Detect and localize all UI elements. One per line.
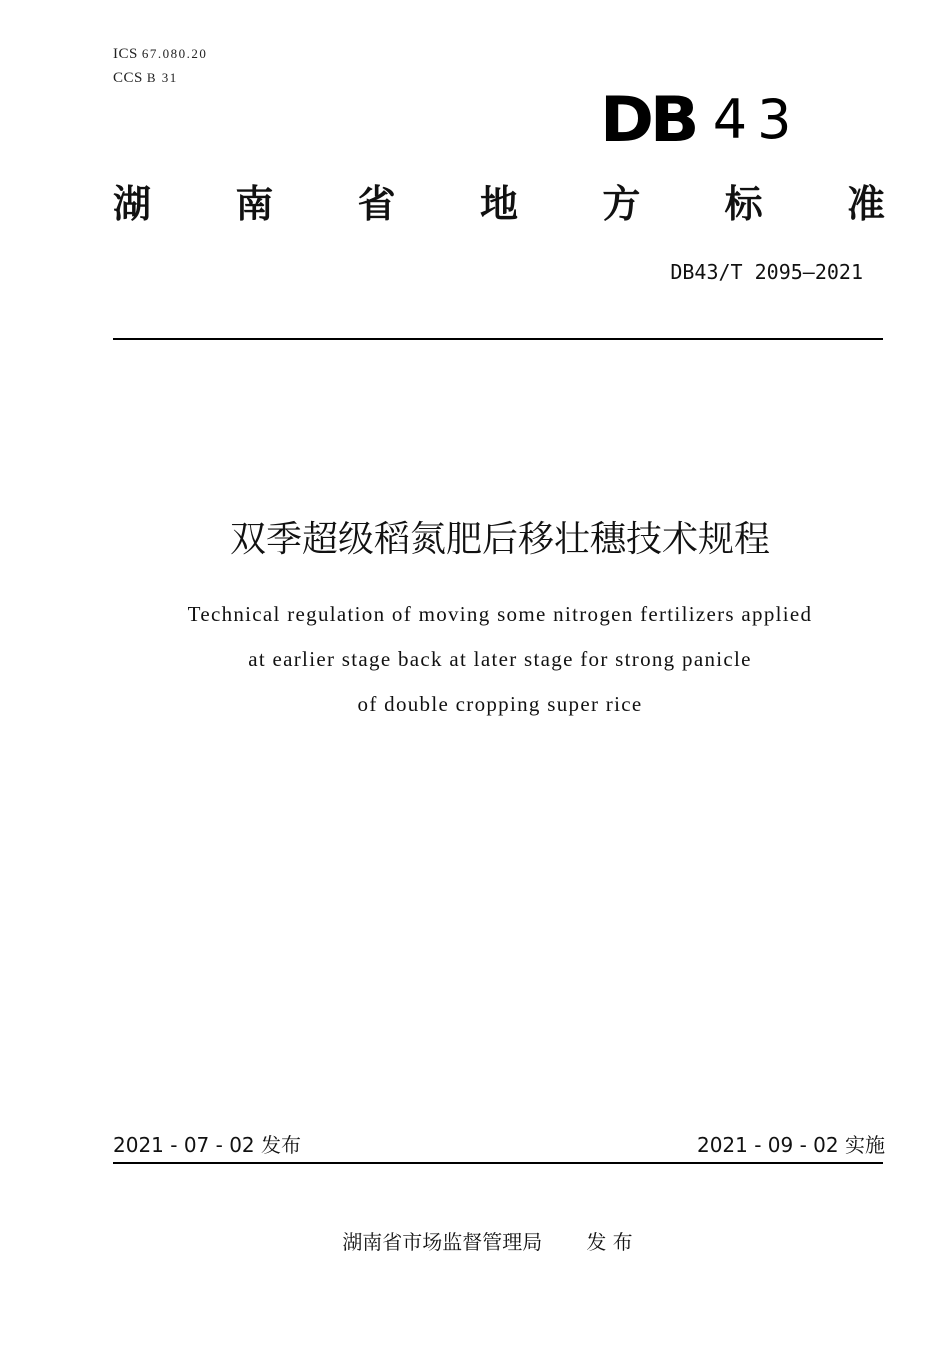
db-logo-code: 43 bbox=[712, 88, 802, 151]
standard-type-char: 地 bbox=[479, 182, 518, 226]
implementation-date: 2021 - 09 - 02 实施 bbox=[696, 1133, 885, 1157]
ics-code bbox=[113, 46, 207, 63]
top-divider bbox=[113, 338, 883, 340]
standard-type-char: 方 bbox=[602, 182, 641, 226]
publisher-name: 湖南省市场监督管理局 bbox=[342, 1230, 543, 1254]
standard-type-char: 南 bbox=[235, 182, 274, 226]
ics-value: 67.080.20 bbox=[141, 46, 208, 61]
standard-type-char: 标 bbox=[724, 182, 763, 226]
db-logo-mark: DB bbox=[600, 83, 696, 156]
publisher-action: 发 布 bbox=[586, 1230, 633, 1254]
ics-label: ICS bbox=[113, 46, 138, 62]
title-english-line: at earlier stage back at later stage for strong panicle bbox=[248, 647, 752, 671]
title-english bbox=[0, 592, 950, 727]
publisher-line bbox=[0, 1227, 950, 1257]
db-logo bbox=[600, 83, 802, 156]
ccs-code bbox=[113, 70, 178, 87]
title-english-line: of double cropping super rice bbox=[357, 692, 643, 716]
standard-type-char: 省 bbox=[357, 182, 396, 226]
bottom-divider bbox=[113, 1162, 883, 1164]
ccs-value: B 31 bbox=[146, 70, 178, 85]
issue-date: 2021 - 07 - 02 发布 bbox=[113, 1133, 302, 1157]
ccs-label: CCS bbox=[113, 70, 143, 86]
title-chinese: 双季超级稻氮肥后移壮穗技术规程 bbox=[229, 519, 770, 560]
standard-type-char: 准 bbox=[846, 182, 885, 226]
standard-type-char: 湖 bbox=[113, 182, 152, 226]
standard-number: DB43/T 2095—2021 bbox=[670, 260, 863, 284]
title-english-line: Technical regulation of moving some nitrogen fertilizers applied bbox=[187, 602, 813, 626]
standard-type-heading bbox=[113, 180, 885, 228]
